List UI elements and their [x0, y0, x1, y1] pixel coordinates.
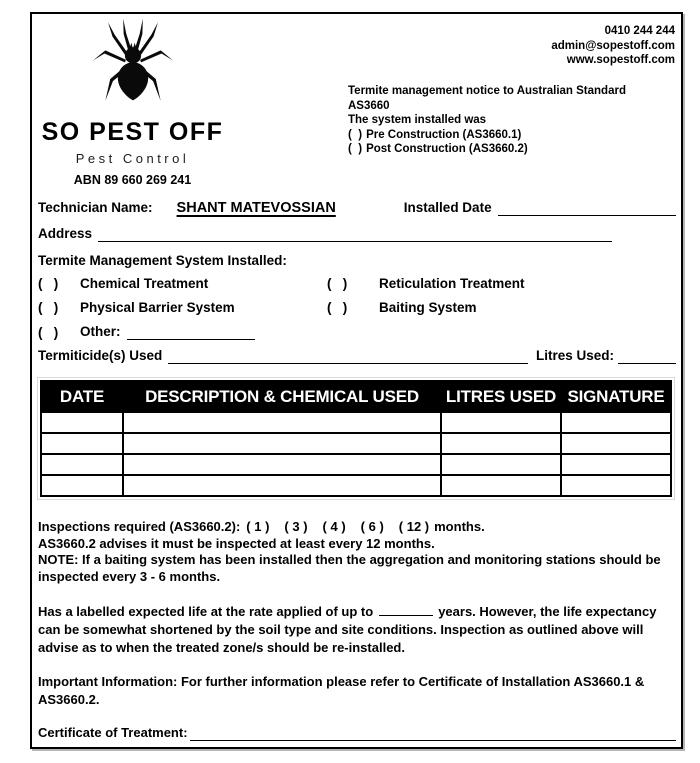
inspections-paragraph — [38, 519, 676, 585]
expected-life-text-before: Has a labelled expected life at the rate applied of up to — [38, 604, 374, 619]
label-post-construction: Post Construction (AS3660.2) — [366, 143, 528, 155]
important-information-paragraph: Important Information: For further information please refer to Certificate of Installation AS3660.1 & AS3660.2. — [38, 674, 645, 707]
chemical-record-table — [40, 380, 672, 497]
installed-date-field[interactable] — [498, 201, 676, 216]
certificate-of-treatment-label: Certificate of Treatment: — [38, 725, 188, 740]
label-physical-barrier-system: Physical Barrier System — [80, 300, 235, 315]
checkbox-reticulation-treatment[interactable]: ( ) — [327, 276, 348, 291]
notice-line-3: The system installed was — [348, 114, 487, 126]
table-cell[interactable] — [441, 433, 561, 454]
table-cell[interactable] — [41, 433, 123, 454]
header-litres-used: LITRES USED — [441, 381, 561, 412]
system-installed-heading: Termite Management System Installed: — [38, 253, 287, 268]
form-body — [38, 200, 676, 741]
checkbox-pre-construction[interactable]: ( ) — [348, 128, 363, 141]
inspection-option-12-months[interactable]: ( 12 ) — [398, 519, 430, 534]
table-cell[interactable] — [123, 475, 441, 496]
technician-row — [38, 200, 676, 216]
label-other: Other: — [80, 324, 121, 339]
table-cell[interactable] — [561, 412, 671, 433]
checkbox-post-construction[interactable]: ( ) — [348, 143, 363, 155]
baiting-system-note: NOTE: If a baiting system has been installed then the aggregation and monitoring stations should be inspected every 3 - 6 months. — [38, 552, 661, 584]
termiticide-row — [38, 348, 676, 364]
table-cell[interactable] — [41, 454, 123, 475]
label-chemical-treatment: Chemical Treatment — [80, 276, 209, 291]
table-cell[interactable] — [441, 454, 561, 475]
table-row — [41, 475, 671, 496]
table-row — [41, 412, 671, 433]
table-cell[interactable] — [561, 475, 671, 496]
expected-life-text-after: years. However, the life expectancy can be somewhat shortened by the soil type and site conditions. Inspection as outlined above will advise as to when the treated zone/s should be re-installed. — [38, 604, 657, 655]
address-field[interactable] — [98, 227, 612, 242]
brand-tagline: Pest Control — [75, 151, 190, 166]
checkbox-chemical-treatment[interactable]: ( ) — [38, 276, 59, 291]
system-options-grid — [38, 276, 676, 316]
notice-block — [348, 84, 678, 157]
address-row — [38, 226, 676, 242]
inspection-option-4-months[interactable]: ( 4 ) — [322, 519, 346, 534]
abn-number: ABN 89 660 269 241 — [73, 173, 192, 187]
table-cell[interactable] — [441, 412, 561, 433]
certificate-of-treatment-field[interactable] — [190, 726, 676, 741]
technician-name-label: Technician Name: — [38, 200, 153, 215]
checkbox-other[interactable]: ( ) — [38, 325, 59, 340]
checkbox-baiting-system[interactable]: ( ) — [327, 300, 348, 315]
termiticide-used-label: Termiticide(s) Used — [38, 348, 163, 363]
other-option-row — [38, 324, 676, 340]
table-row — [41, 454, 671, 475]
table-header-row — [41, 381, 671, 412]
header-date: DATE — [41, 381, 123, 412]
brand-name: SO PEST OFF — [41, 118, 224, 146]
checkbox-physical-barrier-system[interactable]: ( ) — [38, 300, 59, 315]
address-label: Address — [38, 226, 93, 241]
expected-life-paragraph — [38, 603, 676, 657]
logo-block — [40, 16, 225, 187]
table-row — [41, 433, 671, 454]
other-field[interactable] — [127, 325, 255, 340]
label-baiting-system: Baiting System — [379, 300, 477, 315]
inspections-months-suffix: months. — [434, 519, 485, 534]
installed-date-label: Installed Date — [403, 200, 492, 215]
contact-email: admin@sopestoff.com — [551, 39, 675, 52]
contact-block — [551, 24, 675, 68]
table-cell[interactable] — [123, 412, 441, 433]
as3660-advice-text: AS3660.2 advises it must be inspected at least every 12 months. — [38, 535, 435, 551]
label-reticulation-treatment: Reticulation Treatment — [379, 276, 525, 291]
spider-icon — [40, 16, 225, 116]
inspection-option-1-month[interactable]: ( 1 ) — [246, 519, 270, 534]
header-description-chemical-used: DESCRIPTION & CHEMICAL USED — [123, 381, 441, 412]
table-cell[interactable] — [123, 454, 441, 475]
label-pre-construction: Pre Construction (AS3660.1) — [366, 128, 522, 141]
technician-name-value: SHANT MATEVOSSIAN — [176, 200, 336, 216]
certificate-row — [38, 725, 676, 741]
form-border-frame — [30, 12, 683, 749]
inspection-option-6-months[interactable]: ( 6 ) — [360, 519, 384, 534]
table-cell[interactable] — [561, 433, 671, 454]
table-cell[interactable] — [41, 475, 123, 496]
inspection-option-3-months[interactable]: ( 3 ) — [284, 519, 308, 534]
header-signature: SIGNATURE — [561, 381, 671, 412]
contact-phone: 0410 244 244 — [604, 25, 675, 37]
termiticide-used-field[interactable] — [168, 349, 528, 364]
notice-line-1: Termite management notice to Australian Standard — [348, 85, 626, 97]
litres-used-field[interactable] — [618, 349, 676, 364]
table-cell[interactable] — [561, 454, 671, 475]
contact-website: www.sopestoff.com — [566, 54, 675, 66]
table-cell[interactable] — [441, 475, 561, 496]
table-cell[interactable] — [123, 433, 441, 454]
litres-used-label: Litres Used: — [535, 348, 614, 363]
inspections-required-label: Inspections required (AS3660.2): — [38, 519, 241, 534]
expected-life-years-field[interactable] — [379, 603, 433, 616]
table-cell[interactable] — [41, 412, 123, 433]
notice-line-2: AS3660 — [348, 99, 390, 112]
